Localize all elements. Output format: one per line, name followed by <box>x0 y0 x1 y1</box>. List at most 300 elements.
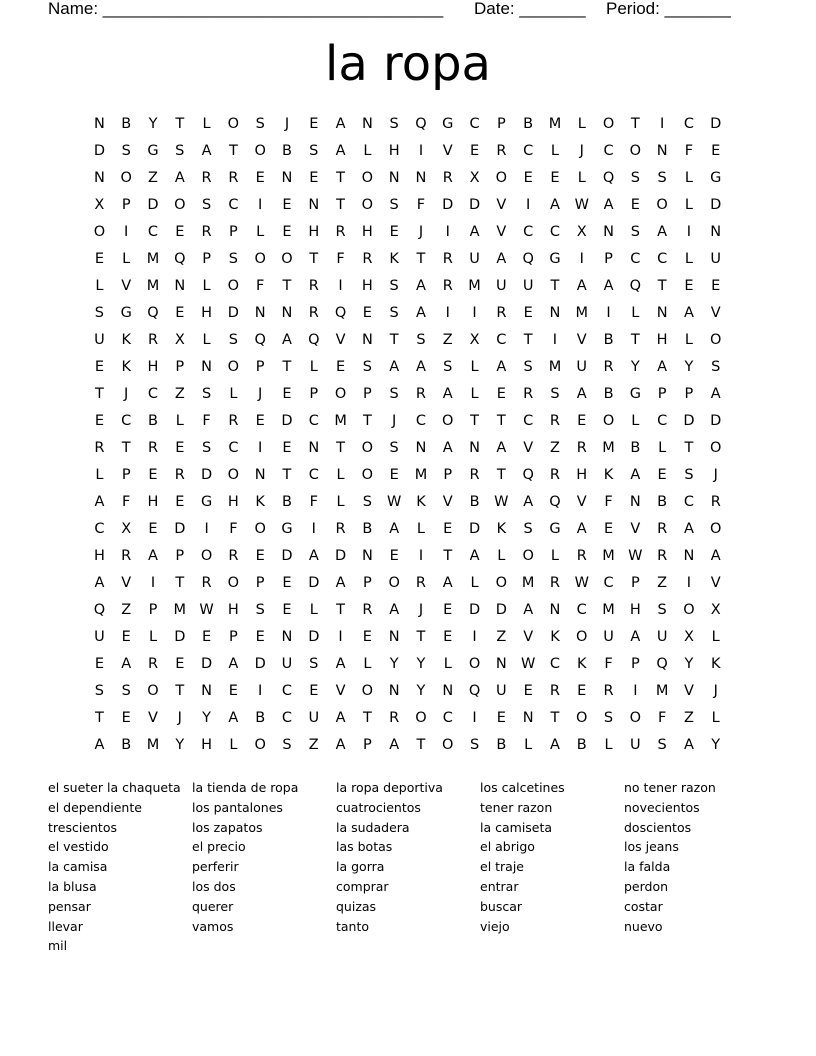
grid-letter: L <box>363 143 372 159</box>
grid-letter: O <box>174 197 186 213</box>
grid-letter: R <box>442 251 453 267</box>
grid-letter: A <box>496 251 507 267</box>
grid-letter: A <box>228 710 239 726</box>
grid-letter: K <box>389 251 399 267</box>
grid-letter: B <box>469 494 480 510</box>
grid-letter: E <box>496 710 506 726</box>
word-bank-item: la gorra <box>336 859 385 875</box>
word-bank-item: tener razon <box>480 799 553 815</box>
grid-letter: N <box>388 629 400 645</box>
grid-letter: Q <box>656 656 668 672</box>
grid-letter: S <box>550 386 560 402</box>
grid-letter: A <box>657 359 668 375</box>
grid-letter: B <box>603 386 614 402</box>
word-bank-item: querer <box>192 898 234 914</box>
grid-letter: A <box>549 737 560 753</box>
word-bank-item: perdon <box>624 878 669 894</box>
grid-letter: D <box>201 656 213 672</box>
grid-letter: P <box>121 467 131 483</box>
word-bank-item: cuatrocientos <box>336 799 421 815</box>
grid-letter: D <box>710 197 722 213</box>
grid-letter: S <box>389 305 399 321</box>
grid-letter: X <box>121 521 132 537</box>
grid-letter: X <box>710 602 721 618</box>
grid-letter: E <box>148 467 158 483</box>
grid-letter: N <box>254 305 266 321</box>
grid-letter: L <box>684 251 693 267</box>
grid-letter: U <box>496 278 507 294</box>
grid-letter: M <box>334 413 347 429</box>
grid-letter: C <box>576 602 587 618</box>
grid-letter: A <box>389 521 400 537</box>
grid-letter: B <box>255 710 266 726</box>
grid-letter: Y <box>684 359 694 375</box>
grid-letter: V <box>148 710 158 726</box>
grid-letter: R <box>147 440 159 456</box>
grid-letter: B <box>148 413 158 429</box>
grid-letter: B <box>657 494 668 510</box>
grid-letter: T <box>336 602 345 618</box>
grid-letter: L <box>175 413 184 429</box>
grid-row <box>86 273 730 300</box>
grid-letter: C <box>415 413 427 429</box>
grid-letter: E <box>550 170 560 186</box>
grid-letter: F <box>416 197 426 213</box>
grid-letter: Q <box>308 332 320 348</box>
grid-letter: L <box>524 737 533 753</box>
grid-letter: L <box>684 170 693 186</box>
grid-letter: N <box>415 170 427 186</box>
grid-letter: N <box>549 305 561 321</box>
grid-letter: O <box>442 413 454 429</box>
grid-letter: T <box>336 440 345 456</box>
grid-letter: E <box>282 386 292 402</box>
grid-letter: S <box>657 170 667 186</box>
grid-row <box>86 300 730 327</box>
grid-letter: N <box>308 440 320 456</box>
grid-letter: R <box>576 548 587 564</box>
grid-letter: G <box>549 251 561 267</box>
grid-letter: L <box>684 197 693 213</box>
grid-letter: S <box>362 494 372 510</box>
grid-letter: P <box>630 656 640 672</box>
grid-letter: R <box>442 278 453 294</box>
grid-letter: K <box>550 629 560 645</box>
grid-letter: P <box>496 116 506 132</box>
grid-letter: W <box>520 656 536 672</box>
grid-letter: A <box>576 521 587 537</box>
word-bank-item: los pantalones <box>192 799 283 815</box>
grid-letter: L <box>229 386 238 402</box>
grid-letter: C <box>523 413 534 429</box>
grid-letter: N <box>281 170 293 186</box>
grid-letter: O <box>710 440 722 456</box>
grid-letter: H <box>629 602 641 618</box>
grid-letter: L <box>122 251 131 267</box>
grid-letter: S <box>630 224 640 240</box>
grid-letter: O <box>227 575 240 591</box>
grid-letter: P <box>684 386 694 402</box>
grid-letter: I <box>445 224 450 240</box>
grid-row <box>86 462 730 489</box>
grid-letter: A <box>630 467 641 483</box>
grid-letter: X <box>683 629 694 645</box>
grid-letter: A <box>496 359 507 375</box>
grid-letter: R <box>335 521 346 537</box>
grid-letter: A <box>442 440 453 456</box>
grid-letter: L <box>202 116 211 132</box>
grid-letter: R <box>147 656 159 672</box>
grid-letter: P <box>202 251 211 267</box>
grid-letter: O <box>602 116 615 132</box>
grid-letter: S <box>389 197 399 213</box>
grid-letter: I <box>445 305 450 321</box>
grid-letter: R <box>549 683 560 699</box>
grid-letter: N <box>469 440 480 456</box>
grid-letter: V <box>710 305 721 321</box>
grid-letter: S <box>416 332 426 348</box>
grid-letter: V <box>121 575 132 591</box>
grid-letter: P <box>362 386 372 402</box>
grid-letter: Q <box>468 683 481 699</box>
grid-letter: R <box>469 467 480 483</box>
grid-letter: P <box>443 467 453 483</box>
grid-letter: D <box>147 197 159 213</box>
grid-letter: A <box>549 197 560 213</box>
grid-letter: M <box>655 683 669 699</box>
grid-letter: D <box>683 413 695 429</box>
word-bank-item: el vestido <box>48 839 109 855</box>
grid-letter: R <box>308 305 319 321</box>
grid-letter: L <box>336 494 345 510</box>
grid-letter: R <box>523 386 534 402</box>
grid-letter: C <box>228 197 239 213</box>
grid-letter: A <box>496 440 507 456</box>
grid-letter: A <box>603 197 614 213</box>
grid-letter: D <box>281 413 293 429</box>
word-bank-item: los jeans <box>624 839 679 855</box>
grid-letter: E <box>148 521 158 537</box>
grid-letter: Z <box>442 332 453 348</box>
grid-letter: N <box>388 683 400 699</box>
grid-letter: H <box>227 494 239 510</box>
grid-letter: O <box>388 575 400 591</box>
grid-letter: F <box>657 710 667 726</box>
grid-letter: O <box>495 170 508 186</box>
grid-letter: O <box>576 629 588 645</box>
grid-letter: S <box>309 143 319 159</box>
grid-letter: R <box>362 251 373 267</box>
grid-letter: O <box>227 359 240 375</box>
grid-letter: S <box>201 197 212 213</box>
grid-letter: E <box>389 224 399 240</box>
grid-letter: E <box>255 629 265 645</box>
page-title: la ropa <box>325 36 491 92</box>
grid-letter: A <box>148 548 158 564</box>
grid-letter: E <box>443 521 453 537</box>
grid-letter: J <box>713 683 718 699</box>
grid-letter: E <box>175 305 185 321</box>
grid-letter: E <box>577 413 587 429</box>
grid-letter: U <box>496 683 507 699</box>
grid-letter: N <box>710 224 722 240</box>
grid-letter: O <box>602 413 615 429</box>
grid-letter: C <box>523 143 534 159</box>
grid-letter: V <box>683 683 694 699</box>
grid-letter: F <box>604 494 613 510</box>
grid-letter: T <box>228 143 238 159</box>
grid-letter: P <box>255 575 265 591</box>
grid-letter: B <box>576 737 587 753</box>
grid-letter: T <box>175 683 185 699</box>
grid-letter: A <box>469 224 480 240</box>
grid-letter: R <box>228 170 239 186</box>
grid-letter: A <box>335 656 346 672</box>
word-bank-item: perferir <box>192 859 239 875</box>
grid-letter: V <box>523 629 534 645</box>
grid-letter: T <box>175 116 185 132</box>
grid-letter: S <box>389 116 399 132</box>
grid-letter: D <box>495 602 507 618</box>
grid-letter: C <box>657 251 668 267</box>
grid-letter: D <box>334 548 347 564</box>
grid-letter: J <box>284 116 290 132</box>
grid-letter: E <box>121 710 131 726</box>
grid-letter: W <box>494 494 509 510</box>
grid-letter: O <box>281 251 293 267</box>
grid-letter: Z <box>148 170 158 186</box>
grid-letter: I <box>338 629 343 645</box>
grid-letter: Z <box>121 602 132 618</box>
grid-letter: B <box>282 143 292 159</box>
word-bank-item: la ropa deportiva <box>336 780 443 795</box>
grid-letter: X <box>469 332 480 348</box>
grid-row <box>86 111 730 138</box>
grid-letter: F <box>229 521 238 537</box>
grid-letter: I <box>418 143 424 159</box>
grid-letter: D <box>93 143 105 159</box>
grid-letter: N <box>93 116 105 132</box>
grid-letter: N <box>549 602 561 618</box>
grid-letter: S <box>469 737 480 753</box>
grid-letter: R <box>549 413 560 429</box>
grid-letter: Y <box>175 737 185 753</box>
grid-letter: T <box>362 413 372 429</box>
grid-letter: R <box>710 494 721 510</box>
grid-letter: Q <box>93 602 106 618</box>
grid-letter: F <box>336 251 345 267</box>
grid-letter: U <box>603 629 614 645</box>
grid-letter: V <box>496 197 507 213</box>
grid-letter: P <box>121 197 131 213</box>
grid-letter: T <box>121 440 131 456</box>
grid-letter: E <box>443 629 453 645</box>
word-bank-column <box>336 778 480 936</box>
grid-letter: P <box>175 548 185 564</box>
word-bank-item: los calcetines <box>480 780 565 795</box>
grid-letter: A <box>442 386 453 402</box>
grid-letter: K <box>710 656 721 672</box>
grid-letter: R <box>201 170 212 186</box>
grid-letter: N <box>361 116 373 132</box>
grid-letter: E <box>255 548 265 564</box>
grid-letter: S <box>175 143 185 159</box>
grid-letter: D <box>201 467 213 483</box>
grid-letter: I <box>258 440 263 456</box>
grid-letter: E <box>175 224 185 240</box>
grid-letter: T <box>175 575 185 591</box>
grid-letter: L <box>309 602 318 618</box>
grid-letter: L <box>684 332 693 348</box>
grid-letter: A <box>94 494 105 510</box>
grid-letter: B <box>362 521 373 537</box>
grid-letter: O <box>576 710 588 726</box>
grid-letter: A <box>469 548 480 564</box>
grid-letter: J <box>392 413 397 429</box>
grid-letter: L <box>550 548 559 564</box>
grid-letter: R <box>228 413 239 429</box>
worksheet-header <box>48 0 748 20</box>
grid-letter: I <box>472 710 477 726</box>
grid-letter: Q <box>602 170 615 186</box>
grid-letter: Y <box>389 656 399 672</box>
grid-letter: L <box>497 548 506 564</box>
grid-row <box>86 543 730 570</box>
grid-letter: M <box>468 278 481 294</box>
grid-letter: Q <box>334 305 347 321</box>
grid-letter: S <box>389 278 399 294</box>
grid-letter: U <box>94 332 105 348</box>
word-search-grid <box>86 111 730 759</box>
grid-letter: K <box>576 656 587 672</box>
grid-letter: A <box>657 224 668 240</box>
grid-letter: L <box>202 332 211 348</box>
grid-letter: L <box>202 278 211 294</box>
grid-letter: D <box>308 575 320 591</box>
grid-letter: Y <box>202 710 212 726</box>
grid-letter: A <box>121 656 132 672</box>
grid-letter: K <box>255 494 265 510</box>
grid-letter: E <box>389 467 399 483</box>
grid-letter: O <box>361 197 374 213</box>
grid-letter: T <box>309 251 319 267</box>
word-bank-item: mil <box>48 938 68 954</box>
grid-letter: A <box>94 737 105 753</box>
grid-letter: I <box>338 278 343 294</box>
grid-letter: O <box>495 575 508 591</box>
grid-letter: Z <box>549 440 560 456</box>
grid-letter: C <box>308 467 319 483</box>
grid-letter: O <box>254 737 266 753</box>
grid-letter: H <box>361 224 373 240</box>
grid-letter: O <box>629 143 642 159</box>
grid-letter: L <box>658 440 667 456</box>
grid-row <box>86 651 730 678</box>
grid-letter: P <box>255 359 265 375</box>
grid-letter: K <box>416 494 426 510</box>
grid-letter: R <box>603 683 614 699</box>
grid-letter: I <box>686 575 692 591</box>
grid-letter: C <box>94 521 105 537</box>
grid-letter: S <box>657 737 667 753</box>
grid-letter: Y <box>416 656 426 672</box>
grid-letter: O <box>361 170 374 186</box>
grid-letter: A <box>389 602 400 618</box>
grid-letter: N <box>415 440 427 456</box>
grid-letter: O <box>522 548 534 564</box>
grid-letter: W <box>199 602 214 618</box>
word-bank-item: comprar <box>336 878 389 894</box>
grid-letter: M <box>602 548 615 564</box>
grid-letter: S <box>121 683 131 699</box>
grid-letter: L <box>229 737 238 753</box>
grid-letter: L <box>577 116 586 132</box>
grid-letter: A <box>335 737 346 753</box>
grid-letter: B <box>121 737 132 753</box>
grid-letter: T <box>443 548 453 564</box>
grid-letter: O <box>120 170 132 186</box>
word-bank-item: los dos <box>192 878 236 894</box>
grid-letter: U <box>576 359 588 375</box>
grid-letter: N <box>308 197 320 213</box>
grid-letter: B <box>496 737 507 753</box>
grid-letter: F <box>309 494 318 510</box>
grid-letter: P <box>630 575 640 591</box>
grid-letter: E <box>282 440 292 456</box>
word-bank-item: el dependiente <box>48 799 142 815</box>
grid-letter: P <box>604 251 613 267</box>
word-bank-item: las botas <box>336 839 393 855</box>
grid-letter: E <box>335 359 346 375</box>
grid-letter: E <box>255 170 265 186</box>
grid-letter: W <box>574 575 589 591</box>
grid-row <box>86 165 730 192</box>
grid-letter: T <box>389 332 399 348</box>
grid-letter: P <box>362 575 372 591</box>
grid-letter: E <box>603 521 614 537</box>
grid-letter: T <box>657 278 667 294</box>
word-bank-item: el abrigo <box>480 839 535 855</box>
grid-letter: S <box>309 656 319 672</box>
grid-letter: L <box>363 656 372 672</box>
grid-letter: E <box>630 197 640 213</box>
grid-letter: A <box>416 359 426 375</box>
grid-letter: F <box>684 143 694 159</box>
grid-letter: H <box>656 332 668 348</box>
grid-letter: D <box>468 521 481 537</box>
grid-letter: D <box>468 197 481 213</box>
grid-letter: O <box>683 602 695 618</box>
grid-letter: L <box>711 629 720 645</box>
word-bank-item: quizas <box>336 898 377 914</box>
grid-letter: C <box>281 683 293 699</box>
grid-letter: I <box>659 116 665 132</box>
grid-letter: U <box>630 737 641 753</box>
grid-letter: A <box>576 386 587 402</box>
grid-letter: O <box>227 467 240 483</box>
grid-letter: O <box>93 224 106 240</box>
grid-letter: H <box>201 305 213 321</box>
grid-letter: R <box>94 440 105 456</box>
word-bank-item: nuevo <box>624 918 663 934</box>
grid-row <box>86 705 730 732</box>
grid-row <box>86 192 730 219</box>
grid-row <box>86 597 730 624</box>
grid-letter: K <box>121 359 131 375</box>
grid-letter: C <box>496 332 507 348</box>
grid-letter: T <box>282 467 292 483</box>
grid-letter: H <box>361 278 373 294</box>
